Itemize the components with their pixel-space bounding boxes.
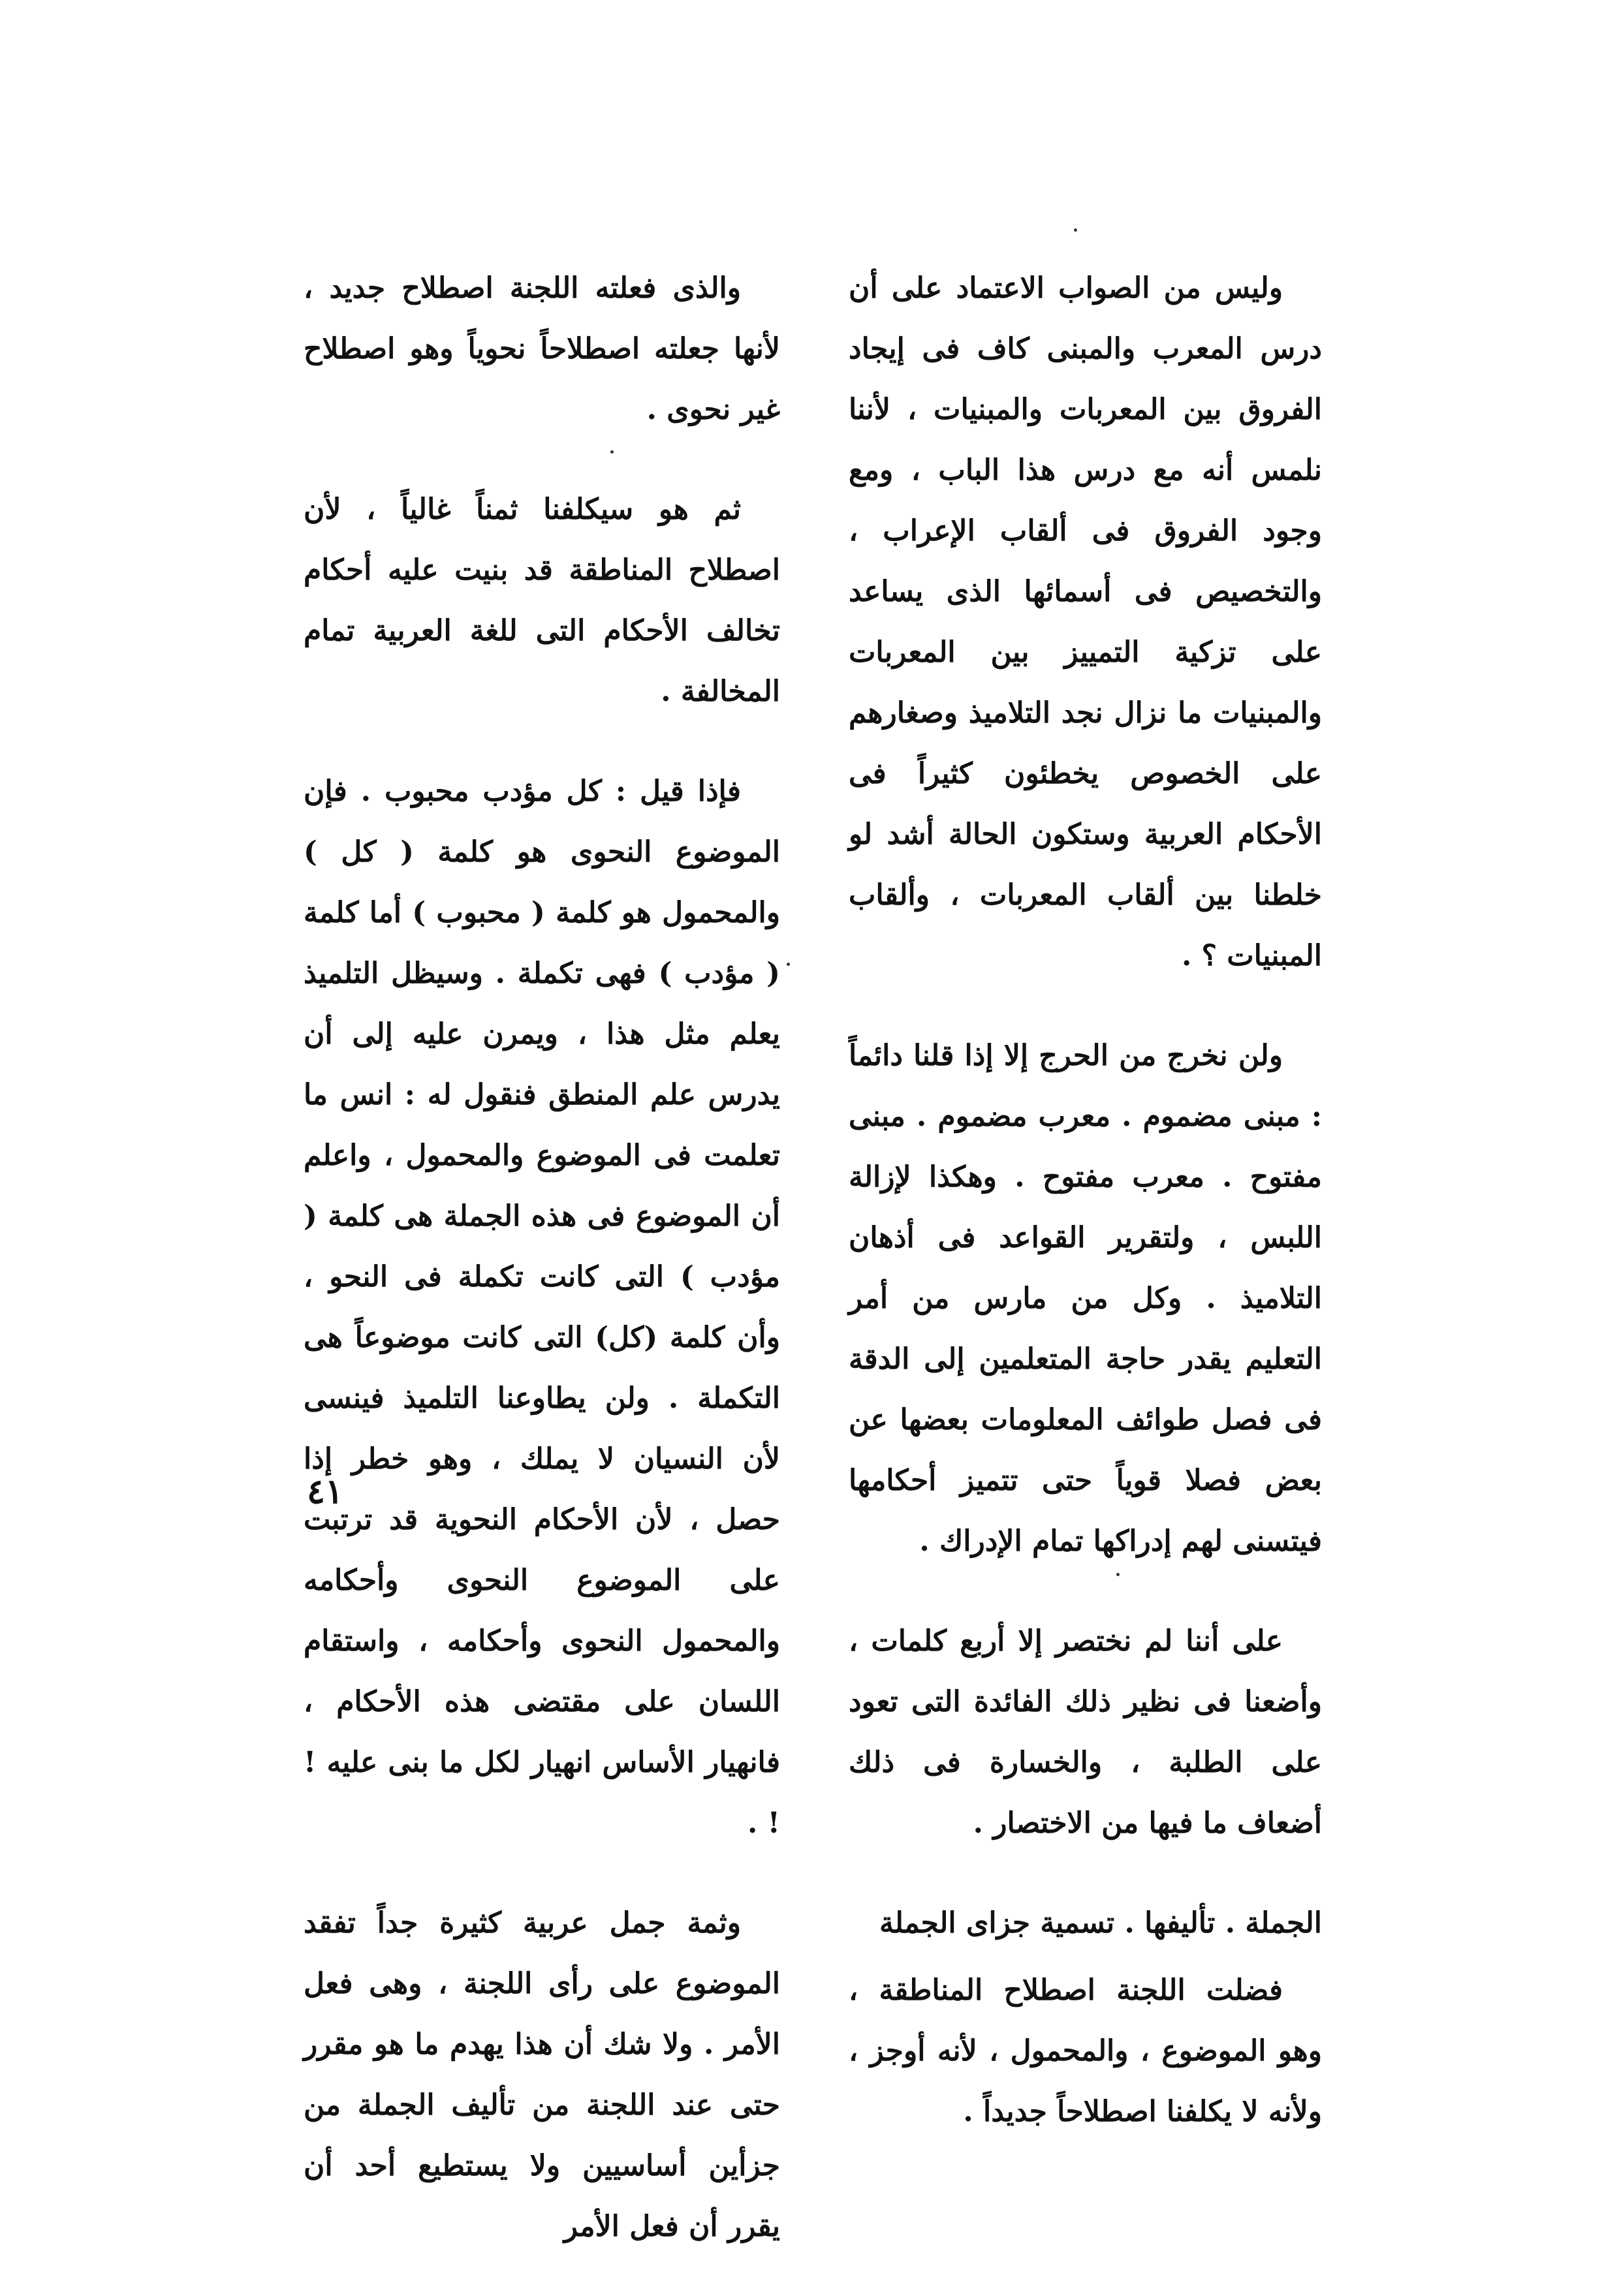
section-heading: الجملة . تأليفها . تسمية جزاى الجملة	[879, 1906, 1322, 1940]
left-column	[304, 258, 780, 2296]
page-number: ٤١	[307, 1472, 343, 1512]
left-paragraph-4: وثمة جمل عربية كثيرة جداً تفقد الموضوع على رأى اللجنة ، وهى فعل الأمر . ولا شك أن هذا يهدم ما هو مقرر حتى عند اللجنة من تأليف الجملة من جزأين أساسيين ولا يستطيع أحد أن يقرر أن فعل الأمر	[304, 1906, 780, 2243]
right-paragraph-4: فضلت اللجنة اصطلاح المناطقة ، وهو الموضوع ، والمحمول ، لأنه أوجز ، ولأنه لا يكلفنا اصطلاحاً جديداً .	[849, 1974, 1322, 2128]
right-paragraph-3: على أننا لم نختصر إلا أربع كلمات ، وأضعنا فى نظير ذلك الفائدة التى تعود على الطلبة ، والخسارة فى ذلك أضعاف ما فيها من الاختصار .	[849, 1624, 1322, 1840]
left-paragraph-2: ثم هو سيكلفنا ثمناً غالياً ، لأن اصطلاح المناطقة قد بنيت عليه أحكام تخالف الأحكام التى للغة العربية تمام المخالفة .	[304, 493, 780, 708]
right-paragraph-2: ولن نخرج من الحرج إلا إذا قلنا دائماً : مبنى مضموم . معرب مضموم . مبنى مفتوح . معرب مفتوح . وهكذا لإزالة اللبس ، ولتقرير القواعد فى أذهان التلاميذ . وكل من مارس من أمر التعليم يقدر حاجة المتعلمين إلى الدقة فى فصل طوائف المعلومات بعضها عن بعض فصلا قوياً حتى تتميز أحكامها فيتسنى لهم إدراكها تمام الإدراك .	[849, 1039, 1322, 1558]
scan-speck	[1074, 228, 1077, 232]
scan-speck	[1116, 1573, 1120, 1576]
scan-speck	[610, 450, 614, 454]
right-column	[849, 258, 1322, 2181]
right-paragraph-1: وليس من الصواب الاعتماد على أن درس المعرب والمبنى كاف فى إيجاد الفروق بين المعربات والمبنيات ، لأننا نلمس أنه مع درس هذا الباب ، ومع وجود الفروق فى ألقاب الإعراب ، والتخصيص فى أسمائها الذى يساعد على تزكية التمييز بين المعربات والمبنيات ما نزال نجد التلاميذ وصغارهم على الخصوص يخطئون كثيراً فى الأحكام العربية وستكون الحالة أشد لو خلطنا بين ألقاب المعربات ، وألقاب المبنيات ؟ .	[849, 271, 1322, 972]
scan-speck	[787, 963, 790, 966]
left-paragraph-3: فإذا قيل : كل مؤدب محبوب . فإن الموضوع النحوى هو كلمة ( كل ) والمحمول هو كلمة ( محبوب ) أما كلمة ( مؤدب ) فهى تكملة . وسيظل التلميذ يعلم مثل هذا ، ويمرن عليه إلى أن يدرس علم المنطق فنقول له : انس ما تعلمت فى الموضوع والمحمول ، واعلم أن الموضوع فى هذه الجملة هى كلمة ( مؤدب ) التى كانت تكملة فى النحو ، وأن كلمة (كل) التى كانت موضوعاً هى التكملة . ولن يطاوعنا التلميذ فينسى لأن النسيان لا يملك ، وهو خطر إذا حصل ، لأن الأحكام النحوية قد ترتبت على الموضوع النحوى وأحكامه والمحمول النحوى وأحكامه ، واستقام اللسان على مقتضى هذه الأحكام ، فانهيار الأساس انهيار لكل ما بنى عليه ! ! .	[304, 775, 780, 1840]
left-paragraph-1: والذى فعلته اللجنة اصطلاح جديد ، لأنها جعلته اصطلاحاً نحوياً وهو اصطلاح غير نحوى .	[304, 271, 780, 426]
